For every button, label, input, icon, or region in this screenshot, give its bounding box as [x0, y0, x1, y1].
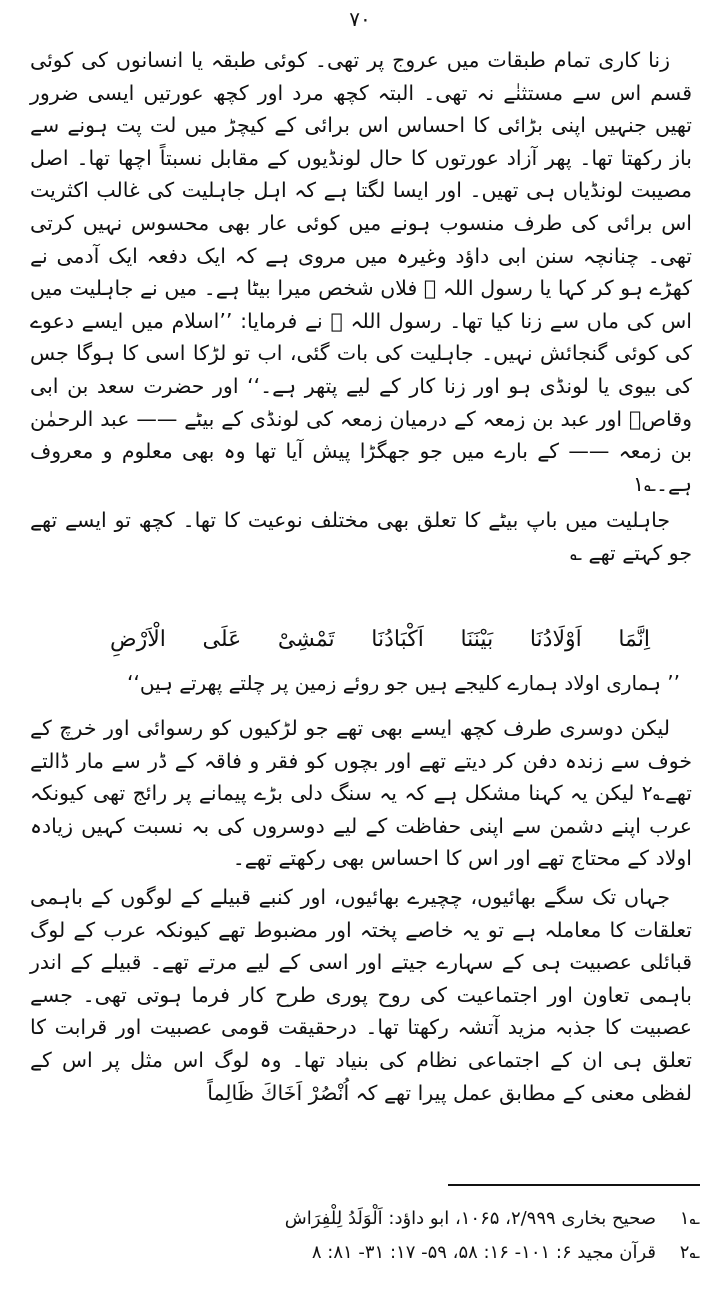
footnote-text: قرآن مجید ۶: ۱۰۱- ۱۶: ۵۸، ۵۹- ۱۷: ۳۱- ۸۱: ۸ — [311, 1242, 656, 1263]
footnote-mark: ؎۲ — [679, 1242, 700, 1263]
footnote-separator — [448, 1184, 700, 1186]
body-text-bottom — [30, 712, 692, 1109]
arabic-verse: اِنَّمَا اَوْلَادُنَا بَيْنَنَا اَكْبَادُنَا تَمْشِىْ عَلَى الْاَرْضِ — [110, 627, 650, 652]
footnotes — [250, 1202, 700, 1270]
paragraph: زنا کاری تمام طبقات میں عروج پر تھی۔ کوئی طبقہ یا انسانوں کی کوئی قسم اس سے مستثنٰے نہ تھی۔ البتہ کچھ مرد اور کچھ عورتیں ایسی ضرور تھیں جنہیں اپنی بڑائی کا احساس اس برائی کے کیچڑ میں لت پت ہونے سے باز رکھتا تھا۔ پھر آزاد عورتوں کا حال لونڈیوں کے مقابل نسبتاً اچھا تھا۔ اصل مصیبت لونڈیاں ہی تھیں۔ اور ایسا لگتا ہے کہ اہل جاہلیت کی غالب اکثریت اس برائی کی طرف منسوب ہونے میں کوئی عار بھی محسوس نہیں کرتی تھی۔ چنانچہ سنن ابی داؤد وغیرہ میں مروی ہے کہ ایک دفعہ ایک آدمی نے کھڑے ہو کر کہا یا رسول اللہ ﷺ فلاں شخص میرا بیٹا ہے۔ میں نے جاہلیت میں اس کی ماں سے زنا کیا تھا۔ رسول اللہ ﷺ نے فرمایا: ’’اسلام میں ایسے دعوے کی کوئی گنجائش نہیں۔ جاہلیت کی بات گئی، اب تو لڑکا اسی کا ہوگا جس کی بیوی یا لونڈی ہو اور زنا کار کے لیے پتھر ہے۔‘‘ اور حضرت سعد بن ابی وقاصؓ اور عبد بن زمعہ کے درمیان زمعہ کی لونڈی کے بیٹے —— عبد الرحمٰن بن زمعہ —— کے بارے میں جو جھگڑا پیش آیا تھا وہ بھی معلوم و معروف ہے۔؎۱ — [30, 48, 692, 496]
verse-translation: ’’ ہماری اولاد ہمارے کلیجے ہیں جو روئے زمین پر چلتے پھرتے ہیں‘‘ — [127, 671, 680, 695]
body-text-top — [30, 44, 692, 570]
page-number: ۷۰ — [349, 7, 371, 31]
paragraph: لیکن دوسری طرف کچھ ایسے بھی تھے جو لڑکیوں کو رسوائی اور خرچ کے خوف سے زندہ دفن کر دیتے تھے اور بچوں کو فقر و فاقہ کے ڈر سے مار ڈالتے تھے؎۲ لیکن یہ کہنا مشکل ہے کہ یہ سنگ دلی بڑے پیمانے پر رائج تھی کیونکہ عرب اپنے دشمن سے اپنی حفاظت کے لیے دوسروں کی بہ نسبت کہیں زیادہ اولاد کے محتاج تھے اور اس کا احساس بھی رکھتے تھے۔ — [30, 716, 692, 871]
paragraph: جاہلیت میں باپ بیٹے کا تعلق بھی مختلف نوعیت کا تھا۔ کچھ تو ایسے تھے جو کہتے تھے ؎ — [30, 508, 692, 565]
footnote — [250, 1236, 700, 1270]
paragraph: جہاں تک سگے بھائیوں، چچیرے بھائیوں، اور کنبے قبیلے کے لوگوں کے باہمی تعلقات کا معاملہ ہے تو یہ خاصے پختہ اور مضبوط تھے کیونکہ عرب کے لوگ قبائلی عصبیت ہی کے سہارے جیتے اور اسی کے لیے مرتے تھے۔ قبیلے کے اندر باہمی تعاون اور اجتماعیت کی روح پوری طرح کار فرما ہوتی تھی۔ جسے عصبیت کا جذبہ مزید آتشہ رکھتا تھا۔ درحقیقت قومی عصبیت اور قرابت کا تعلق ہی ان کے اجتماعی نظام کی بنیاد تھا۔ وہ لوگ اس مثل پر اس کے لفظی معنی کے مطابق عمل پیرا تھے کہ اُنْصُرْ اَخَاكَ ظَالِماً — [30, 884, 692, 1105]
footnote — [250, 1202, 700, 1236]
footnote-mark: ؎۱ — [679, 1208, 700, 1229]
footnote-text: صحیح بخاری ۲/۹۹۹، ۱۰۶۵، ابو داؤد: اَلْوَلَدُ لِلْفِرَاش — [284, 1208, 656, 1229]
